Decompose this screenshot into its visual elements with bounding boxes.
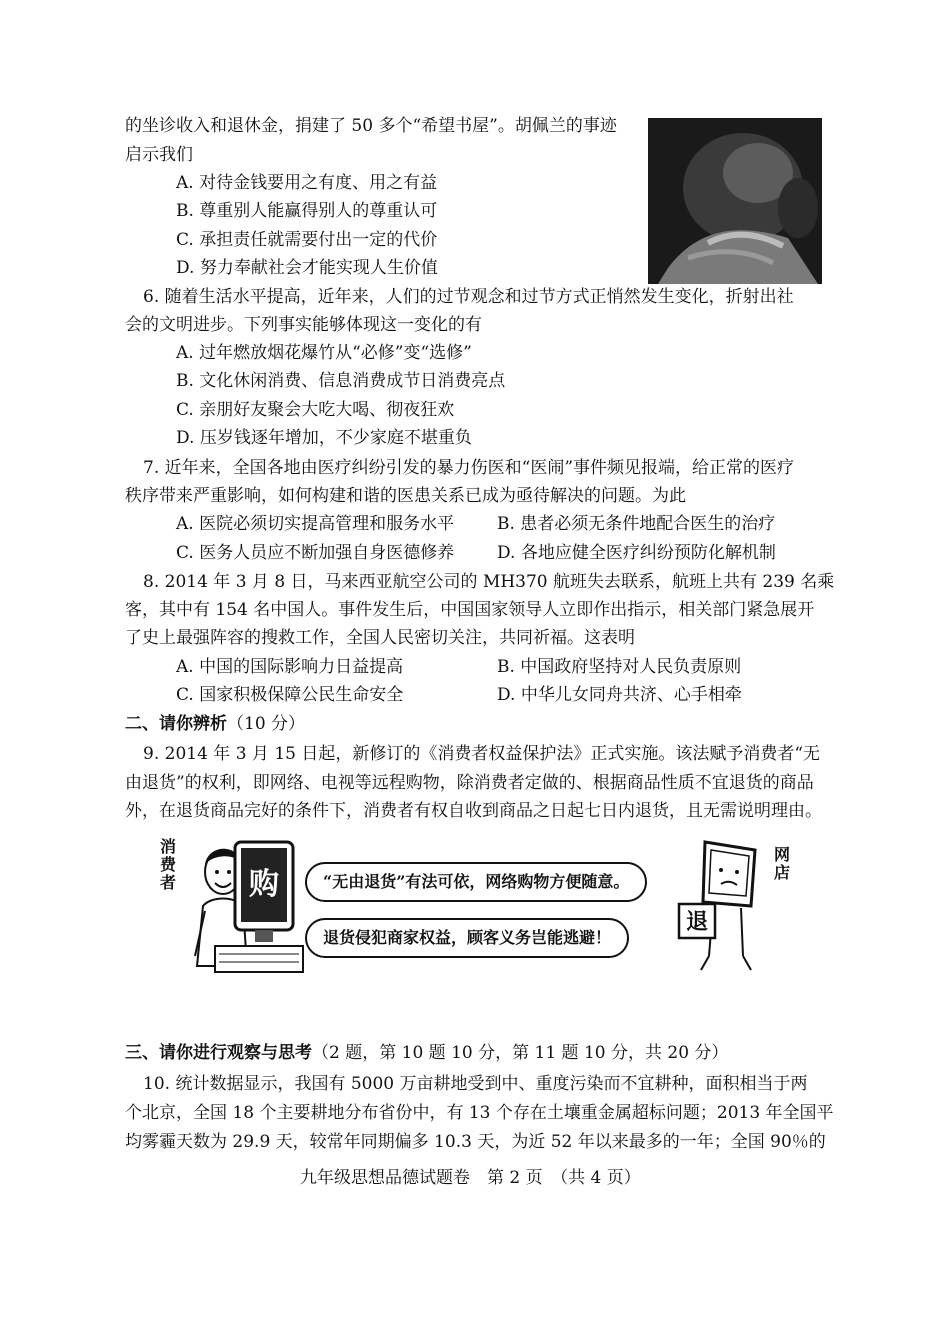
shop-figure xyxy=(675,836,775,976)
section-3-title: 三、请你进行观察与思考 xyxy=(125,1043,312,1063)
section-2-title: 二、请你辨析 xyxy=(125,714,227,734)
q8-option-c: C. 国家积极保障公民生命安全 xyxy=(176,685,404,705)
shop-speech-bubble: 退货侵犯商家权益，顾客义务岂能逃避！ xyxy=(305,918,629,958)
q7-line-2: 秩序带来严重影响，如何构建和谐的医患关系已成为亟待解决的问题。为此 xyxy=(125,486,686,506)
q8-line-3: 了史上最强阵容的搜救工作，全国人民密切关注，共同祈福。这表明 xyxy=(125,628,635,648)
q7-option-a: A. 医院必须切实提高管理和服务水平 xyxy=(176,514,455,534)
page-footer: 九年级思想品德试题卷 第 2 页 （共 4 页） xyxy=(300,1168,641,1188)
q6-line-2: 会的文明进步。下列事实能够体现这一变化的有 xyxy=(125,315,482,335)
q8-line-2: 客，其中有 154 名中国人。事件发生后，中国国家领导人立即作出指示，相关部门紧急展开 xyxy=(125,600,815,620)
section-2-heading xyxy=(125,714,305,734)
q6-option-b: B. 文化休闲消费、信息消费成节日消费亮点 xyxy=(176,371,506,391)
section-3-score: （2 题，第 10 题 10 分，第 11 题 10 分，共 20 分） xyxy=(312,1043,729,1063)
q5-option-b: B. 尊重别人能赢得别人的尊重认可 xyxy=(176,201,438,221)
q5-option-a: A. 对待金钱要用之有度、用之有益 xyxy=(176,173,438,193)
q5-line-2: 启示我们 xyxy=(125,145,193,165)
consumer-label: 消费者 xyxy=(159,837,176,892)
q8-option-a: A. 中国的国际影响力日益提高 xyxy=(176,657,404,677)
q5-option-c: C. 承担责任就需要付出一定的代价 xyxy=(176,230,438,250)
q9-line-2: 由退货”的权利，即网络、电视等远程购物，除消费者定做的、根据商品性质不宜退货的商品 xyxy=(125,773,814,793)
return-box-char: 退 xyxy=(685,909,709,935)
q6-line-1: 6. 随着生活水平提高，近年来，人们的过节观念和过节方式正悄然发生变化，折射出社 xyxy=(143,287,794,307)
q7-option-c: C. 医务人员应不断加强自身医德修养 xyxy=(176,543,455,563)
q7-line-1: 7. 近年来，全国各地由医疗纠纷引发的暴力伤医和“医闹”事件频见报端，给正常的医疗 xyxy=(143,458,795,478)
q5-line-1: 的坐诊收入和退休金，捐建了 50 多个“希望书屋”。胡佩兰的事迹 xyxy=(125,116,617,136)
shop-label: 网店 xyxy=(773,845,790,882)
consumer-shop-cartoon xyxy=(155,836,795,976)
q8-line-1: 8. 2014 年 3 月 8 日，马来西亚航空公司的 MH370 航班失去联系，航班上共有 239 名乘 xyxy=(143,572,835,592)
q9-line-3: 外，在退货商品完好的条件下，消费者有权自收到商品之日起七日内退货，且无需说明理由。 xyxy=(125,801,822,821)
q7-option-b: B. 患者必须无条件地配合医生的治疗 xyxy=(497,514,776,534)
q8-option-d: D. 中华儿女同舟共济、心手相牵 xyxy=(497,685,742,705)
q9-line-1: 9. 2014 年 3 月 15 日起，新修订的《消费者权益保护法》正式实施。该法赋予消费者“无 xyxy=(143,744,821,764)
section-2-score: （10 分） xyxy=(227,714,306,734)
hu-peilan-photo xyxy=(648,118,822,284)
section-3-heading xyxy=(125,1043,728,1063)
q10-line-3: 均雾霾天数为 29.9 天，较常年同期偏多 10.3 天，为近 52 年以来最多的一年；全国 90％的 xyxy=(125,1132,826,1152)
consumer-speech-bubble: “无由退货”有法可依，网络购物方便随意。 xyxy=(305,862,647,902)
consumer-figure xyxy=(175,836,305,976)
q6-option-a: A. 过年燃放烟花爆竹从“必修”变“选修” xyxy=(176,343,472,363)
q7-option-d: D. 各地应健全医疗纠纷预防化解机制 xyxy=(497,543,776,563)
monitor-char: 购 xyxy=(249,867,279,902)
q5-option-d: D. 努力奉献社会才能实现人生价值 xyxy=(176,258,438,278)
q8-option-b: B. 中国政府坚持对人民负责原则 xyxy=(497,657,742,677)
q10-line-2: 个北京，全国 18 个主要耕地分布省份中，有 13 个存在土壤重金属超标问题；2013 年全国平 xyxy=(125,1103,834,1123)
q6-option-d: D. 压岁钱逐年增加，不少家庭不堪重负 xyxy=(176,428,472,448)
q10-line-1: 10. 统计数据显示，我国有 5000 万亩耕地受到中、重度污染而不宜耕种，面积相当于两 xyxy=(143,1074,808,1094)
q6-option-c: C. 亲朋好友聚会大吃大喝、彻夜狂欢 xyxy=(176,400,455,420)
